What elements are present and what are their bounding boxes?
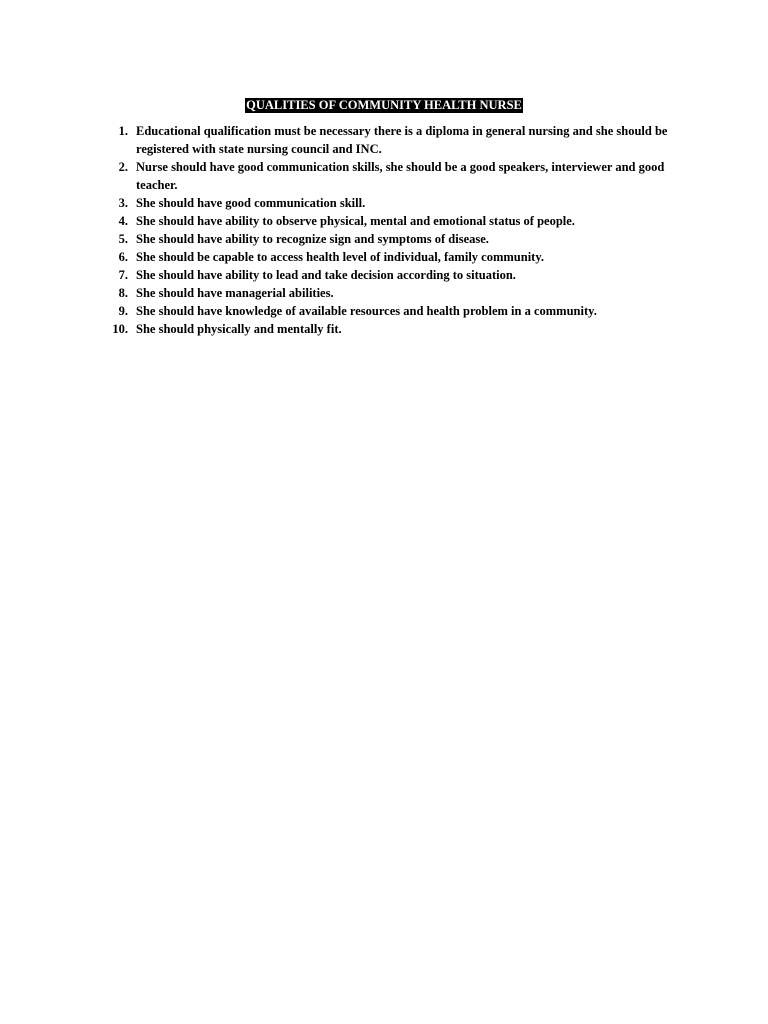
list-item <box>104 122 684 158</box>
list-item-number: 5. <box>118 232 128 246</box>
qualities-list <box>104 122 684 338</box>
list-item-text: She should physically and mentally fit. <box>136 322 342 336</box>
list-item-text: She should have managerial abilities. <box>136 286 334 300</box>
list-item <box>104 248 684 266</box>
list-item-number: 4. <box>118 214 128 228</box>
list-item-text: She should have ability to lead and take decision according to situation. <box>136 268 516 282</box>
list-item-number: 1. <box>118 124 128 138</box>
title-container <box>0 94 768 113</box>
list-item <box>104 302 684 320</box>
list-item-text: She should have good communication skill. <box>136 196 366 210</box>
list-item <box>104 212 684 230</box>
list-item <box>104 194 684 212</box>
list-item-text: Nurse should have good communication skills, she should be a good speakers, interviewer and good teacher. <box>136 160 665 192</box>
list-item-number: 2. <box>118 160 128 174</box>
list-item <box>104 230 684 248</box>
list-item <box>104 284 684 302</box>
list-item-number: 6. <box>118 250 128 264</box>
list-item <box>104 158 684 194</box>
list-item-text: She should have ability to observe physical, mental and emotional status of people. <box>136 214 575 228</box>
list-item <box>104 320 684 338</box>
list-item-number: 8. <box>118 286 128 300</box>
list-item-number: 10. <box>112 322 128 336</box>
list-item-number: 7. <box>118 268 128 282</box>
list-item-text: She should have ability to recognize sign and symptoms of disease. <box>136 232 489 246</box>
list-item-number: 9. <box>118 304 128 318</box>
page-title: QUALITIES OF COMMUNITY HEALTH NURSE <box>246 98 522 112</box>
list-item-text: Educational qualification must be necessary there is a diploma in general nursing and she should be registered with state nursing council and INC. <box>136 124 668 156</box>
list-item <box>104 266 684 284</box>
list-item-text: She should be capable to access health level of individual, family community. <box>136 250 545 264</box>
list-item-text: She should have knowledge of available resources and health problem in a community. <box>136 304 597 318</box>
list-item-number: 3. <box>118 196 128 210</box>
